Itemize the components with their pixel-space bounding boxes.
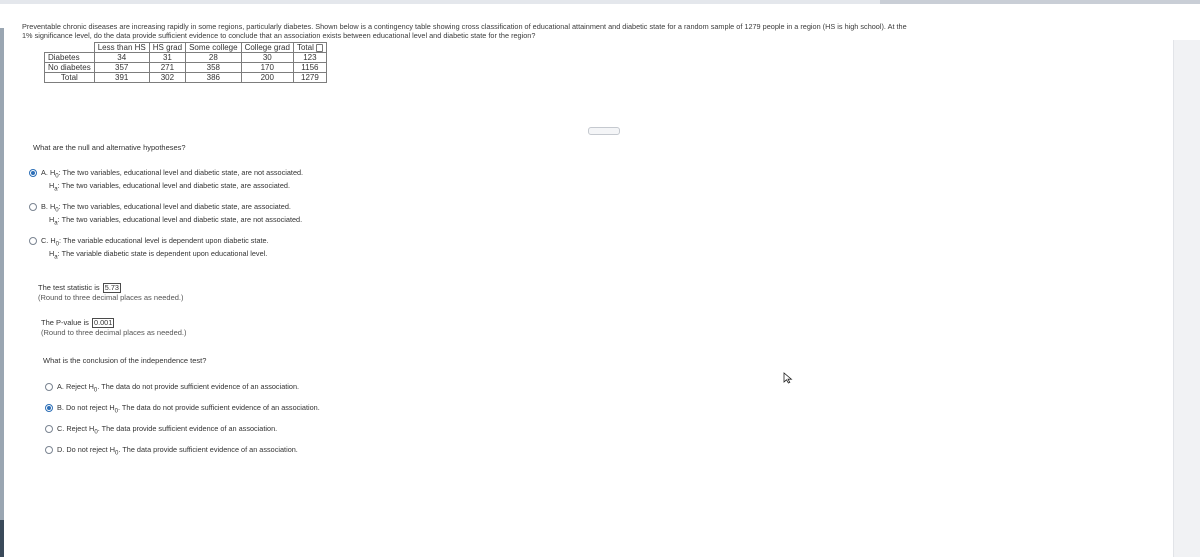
table-row [45,63,327,73]
radio-checked-icon[interactable] [29,169,37,177]
table-header: Less than HS [94,43,149,53]
test-statistic-block [38,283,184,303]
h-subscript: 0 [94,428,98,436]
question-intro [22,22,1192,40]
option-text-post: . The data provide sufficient evidence of an association. [97,424,278,433]
option-ha-text: The variable diabetic state is dependent upon educational level. [61,248,268,258]
h-subscript: 0 [93,386,98,394]
table-cell: 30 [241,53,293,63]
h-symbol: H [49,168,56,177]
table-cell: 28 [186,53,241,63]
test-statistic-label: The test statistic is [38,283,100,292]
hypothesis-option-c[interactable] [29,236,269,262]
intro-line-2: 1% significance level, do the data provide sufficient evidence to conclude that an association exists between educational level and diabetic state for the region? [22,31,536,40]
option-alt-line: $H_a$: The variable diabetic state is dependent upon educational level. [49,248,268,261]
table-header: Some college [186,43,241,53]
row-label: Diabetes [45,53,95,63]
h-symbol: H [49,180,55,190]
table-corner [45,43,95,53]
test-statistic-line [38,283,184,293]
hypothesis-option-b[interactable] [29,202,302,228]
table-cell: 357 [94,63,149,73]
h-subscript: 0 [55,172,59,180]
right-scrollbar[interactable] [1173,40,1200,557]
h-symbol: H [49,202,56,211]
left-scroll-strip[interactable] [0,28,4,557]
mouse-pointer-icon [783,372,793,384]
option-alt-line: $H_a$: The two variables, educational level and diabetic state, are associated. [49,180,290,193]
option-ha-text: The two variables, educational level and diabetic state, are associated. [61,180,290,190]
conclusion-option-d[interactable] [45,445,298,458]
h-subscript: 0 [115,449,119,457]
option-letter: B. [41,202,48,211]
test-statistic-input[interactable]: 5.73 [104,283,119,292]
pane-divider-handle[interactable] [588,127,620,135]
option-letter: D. [57,445,65,454]
table-header-total [293,43,326,53]
row-label: Total [45,73,95,83]
h-subscript: a [54,253,58,261]
h-subscript: a [54,219,58,227]
p-value-block [41,318,187,338]
h-subscript: 0 [55,206,59,214]
table-cell: 386 [186,73,241,83]
intro-line-1: Preventable chronic diseases are increasing rapidly in some regions, particularly diabetes. Shown below is a contingency table showing cross classification of educational attainment and diabetic state for a random sample of 1279 people in a region (HS is high school). At the [22,22,907,31]
p-value-line [41,318,187,328]
table-header: College grad [241,43,293,53]
h-subscript: 0 [55,240,60,248]
option-h0-text: The two variables, educational level and diabetic state, are not associated. [62,168,304,177]
h-subscript: 0 [114,407,118,415]
option-text-post: . The data do not provide sufficient evidence of an association. [97,382,300,391]
table-header-label: Total [296,43,314,52]
option-null-line: C. $H_0$: The variable educational level is dependent upon diabetic state. [41,236,269,248]
conclusion-option-c[interactable] [45,424,277,437]
radio-unchecked-icon[interactable] [29,237,37,245]
option-text-pre: Do not reject H [66,445,116,454]
table-cell: 31 [149,53,185,63]
round-note: (Round to three decimal places as needed.) [41,328,187,337]
option-h0-text: The variable educational level is dependent upon diabetic state. [62,236,269,245]
left-strip-footer [0,520,4,557]
contingency-table [44,42,327,83]
conclusion-prompt: What is the conclusion of the independence test? [43,356,207,365]
option-text-pre: Reject H [66,424,95,433]
table-cell: 302 [149,73,185,83]
table-cell: 123 [293,53,326,63]
table-row [45,73,327,83]
radio-unchecked-icon[interactable] [45,383,53,391]
option-text-pre: Reject H [65,382,94,391]
option-letter: C. [41,236,49,245]
option-text-post: . The data do not provide sufficient evidence of an association. [118,403,320,412]
hypothesis-option-a[interactable] [29,168,303,194]
option-null-line: B. $H_0$: The two variables, educational level and diabetic state, are associated. [41,202,291,214]
table-cell: 1156 [293,63,326,73]
table-cell: 271 [149,63,185,73]
table-cell: 1279 [293,73,326,83]
p-value-label: The P-value is [41,318,89,327]
copy-table-icon[interactable] [316,44,323,52]
top-bar-right [880,0,1200,4]
conclusion-option-a[interactable] [45,382,299,395]
row-label: No diabetes [45,63,95,73]
table-row [45,53,327,63]
conclusion-option-b[interactable] [45,403,320,416]
round-note: (Round to three decimal places as needed.) [38,293,184,302]
option-h0-text: The two variables, educational level and diabetic state, are associated. [62,202,291,211]
option-ha-text: The two variables, educational level and diabetic state, are not associated. [61,214,303,224]
hypotheses-prompt: What are the null and alternative hypotheses? [33,143,186,152]
radio-unchecked-icon[interactable] [45,446,53,454]
option-letter: C. [57,424,65,433]
table-header: HS grad [149,43,185,53]
radio-checked-icon[interactable] [45,404,53,412]
option-letter: A. [41,168,48,177]
h-symbol: H [50,236,56,245]
option-letter: B. [57,403,64,412]
h-symbol: H [49,248,55,258]
table-cell: 200 [241,73,293,83]
radio-unchecked-icon[interactable] [45,425,53,433]
table-header-row [45,43,327,53]
option-text-post: . The data provide sufficient evidence of an association. [118,445,298,454]
option-letter: A. [57,382,64,391]
table-cell: 358 [186,63,241,73]
table-cell: 34 [94,53,149,63]
table-cell: 170 [241,63,293,73]
p-value-input[interactable]: 0.001 [94,318,113,327]
h-subscript: a [54,185,58,193]
option-null-line: A. $H_0$: The two variables, educational level and diabetic state, are not associated. [41,168,304,180]
option-alt-line: $H_a$: The two variables, educational level and diabetic state, are not associated. [49,214,303,227]
radio-unchecked-icon[interactable] [29,203,37,211]
table-cell: 391 [94,73,149,83]
h-symbol: H [49,214,55,224]
option-text-pre: Do not reject H [65,403,115,412]
